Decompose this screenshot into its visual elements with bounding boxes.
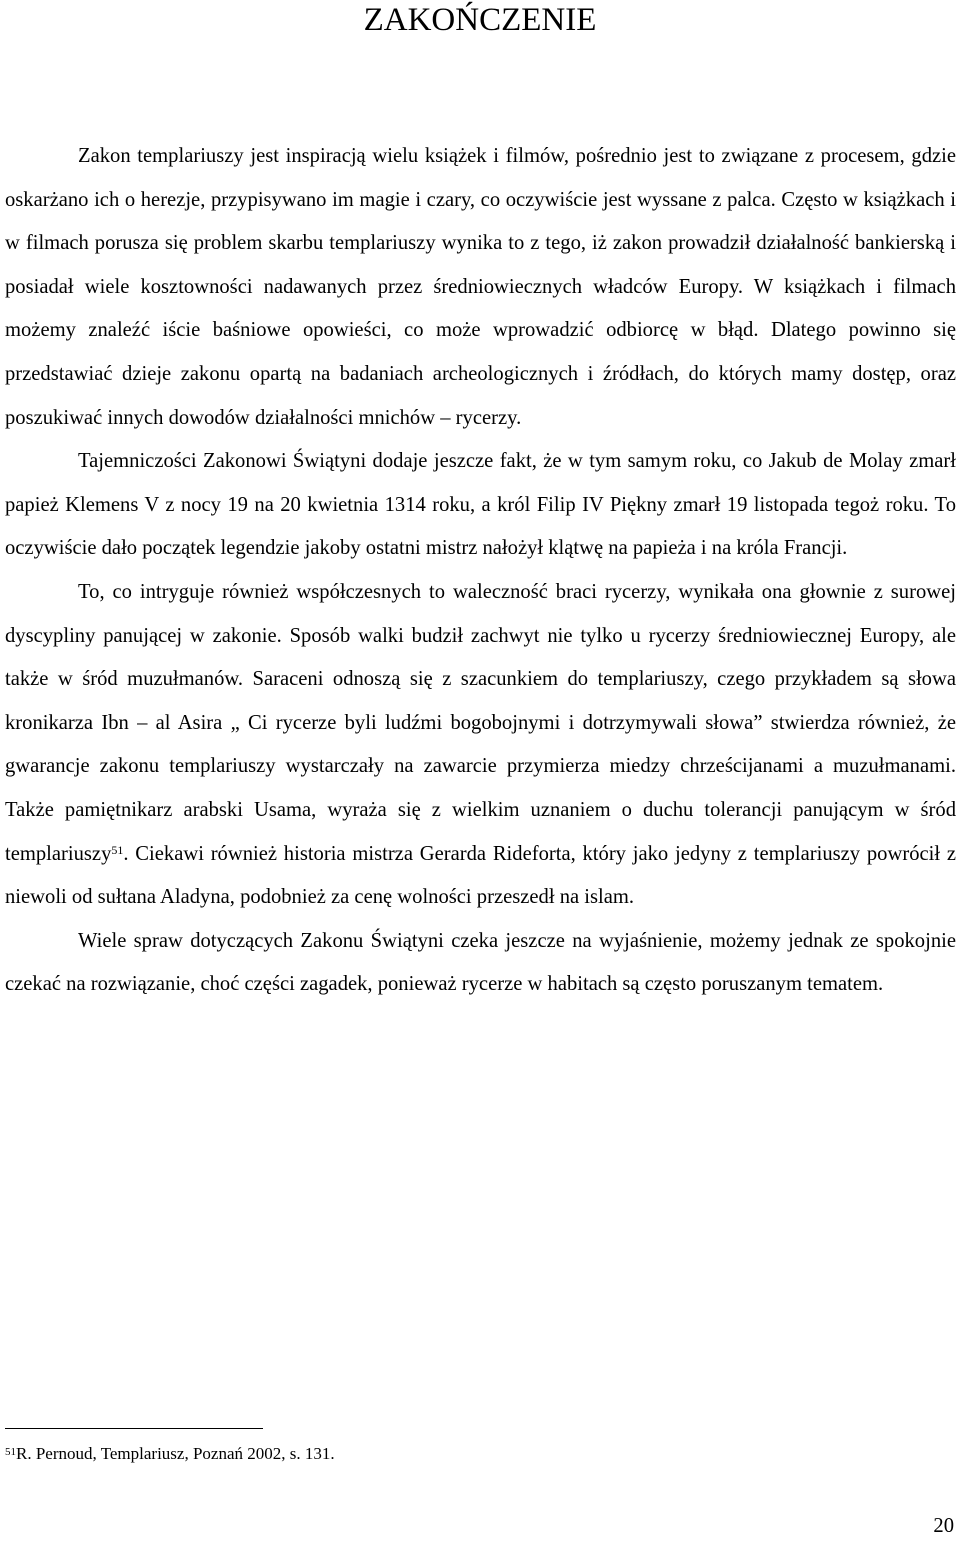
footnote xyxy=(5,1442,335,1466)
paragraph-4: Wiele spraw dotyczących Zakonu Świątyni czeka jeszcze na wyjaśnienie, możemy jednak ze spokojnie czekać na rozwiązanie, choć części zagadek, ponieważ rycerze w habitach są często poruszanym tematem. xyxy=(5,929,956,996)
page-number: 20 xyxy=(933,1515,954,1537)
paragraph-2: Tajemniczości Zakonowi Świątyni dodaje jeszcze fakt, że w tym samym roku, co Jakub de Molay zmarł papież Klemens V z nocy 19 na 20 kwietnia 1314 roku, a król Filip IV Piękny zmarł 19 listopada tegoż roku. To oczywiście dało początek legendzie jakoby ostatni mistrz nałożył klątwę na papieża i na króla Francji. xyxy=(5,450,956,560)
paragraph-3-text-b: . Ciekawi również historia mistrza Gerarda Rideforta, który jako jedyny z templariuszy powrócił z niewoli od sułtana Aladyna, podobnież za cenę wolności przeszedł na islam. xyxy=(5,842,956,909)
footnote-reference: 51 xyxy=(111,842,124,857)
body-text xyxy=(5,135,956,1007)
page-title: ZAKOŃCZENIE xyxy=(363,2,597,38)
footnote-number: 51 xyxy=(5,1446,16,1458)
paragraph-3 xyxy=(5,571,956,920)
footnote-text: R. Pernoud, Templariusz, Poznań 2002, s. 131. xyxy=(16,1444,335,1463)
paragraph-1: Zakon templariuszy jest inspiracją wielu książek i filmów, pośrednio jest to związane z procesem, gdzie oskarżano ich o herezje, przypisywano im magie i czary, co oczywiście jest wyssane z palca. Często w książkach i w filmach porusza się problem skarbu templariuszy wynika to z tego, iż zakon prowadził działalność bankierską i posiadał wiele kosztowności nadawanych przez średniowiecznych władców Europy. W książkach i filmach możemy znaleźć iście baśniowe opowieści, co może wprowadzić odbiorcę w błąd. Dlatego powinno się przedstawiać dzieje zakonu opartą na badaniach archeologicznych i źródłach, do których mamy dostęp, oraz poszukiwać innych dowodów działalności mnichów – rycerzy. xyxy=(5,145,956,429)
footnote-divider xyxy=(5,1428,263,1429)
paragraph-3-text-a: To, co intryguje również współczesnych to waleczność braci rycerzy, wynikała ona głownie z surowej dyscypliny panującej w zakonie. Sposób walki budził zachwyt nie tylko u rycerzy średniowiecznej Europy, ale także w śród muzułmanów. Saraceni odnoszą się z szacunkiem do templariuszy, czego przykładem są słowa kronikarza Ibn – al Asira „ Ci rycerze byli ludźmi bogobojnymi i dotrzymywali słowa” stwierdza również, że gwarancje zakonu templariuszy wystarczały na zawarcie przymierza miedzy chrześcijanami a muzułmanami. Także pamiętnikarz arabski Usama, wyraża się z wielkim uznaniem o duchu tolerancji panującym w śród templariuszy xyxy=(5,580,956,865)
